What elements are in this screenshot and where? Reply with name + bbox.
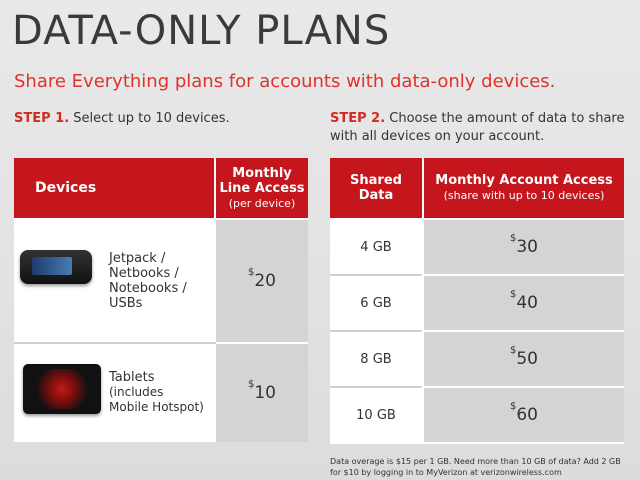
- tablet-price-currency: $: [247, 379, 255, 391]
- jetpack-price: [247, 267, 276, 291]
- data-price-cell: [424, 388, 624, 442]
- row-divider: [330, 386, 422, 388]
- data-price-currency: $: [509, 289, 517, 301]
- data-price: [509, 289, 538, 313]
- data-price-value: 30: [516, 237, 538, 257]
- device-line: Mobile Hotspot): [109, 400, 204, 414]
- device-line: Jetpack /: [109, 251, 166, 266]
- row-divider: [14, 342, 216, 344]
- line-access-header-note: (per device): [228, 196, 296, 210]
- step-2-lead: STEP 2.: [330, 111, 386, 126]
- step-2-text: Choose the amount of data to share with all devices on your account.: [330, 111, 625, 144]
- data-amount: 4 GB: [360, 239, 392, 255]
- devices-header-label: Devices: [35, 179, 97, 196]
- shared-data-column-header: [330, 158, 422, 218]
- tablet-price-cell: [216, 344, 308, 442]
- line-access-header-line1: Monthly: [232, 165, 292, 181]
- device-line: (includes: [109, 385, 164, 399]
- device-line: Tablets: [109, 370, 155, 385]
- tablet-price-value: 10: [254, 383, 276, 403]
- row-divider: [330, 274, 422, 276]
- data-price-value: 60: [516, 405, 538, 425]
- data-price-currency: $: [509, 345, 517, 357]
- data-price-cell: [424, 220, 624, 274]
- data-amount-cell: [330, 276, 422, 330]
- page-subtitle: Share Everything plans for accounts with data-only devices.: [14, 71, 556, 92]
- tablet-device-image: [23, 364, 101, 414]
- account-access-header-title: Monthly Account Access: [435, 173, 613, 188]
- tablet-price: [247, 379, 276, 403]
- data-amount-cell: [330, 388, 422, 442]
- data-price-value: 40: [516, 293, 538, 313]
- page-title: DATA-ONLY PLANS: [12, 8, 391, 54]
- data-price-cell: [424, 276, 624, 330]
- account-access-header-note: (share with up to 10 devices): [443, 189, 605, 202]
- data-price: [509, 345, 538, 369]
- shared-data-table: [330, 158, 624, 444]
- jetpack-price-value: 20: [254, 271, 276, 291]
- account-access-column-header: [424, 158, 624, 218]
- devices-column-header: [14, 158, 214, 218]
- shared-data-header-line1: Shared: [350, 173, 402, 188]
- data-amount-cell: [330, 220, 422, 274]
- data-amount: 6 GB: [360, 295, 392, 311]
- jetpack-device-image: [20, 250, 92, 284]
- device-line: USBs: [109, 296, 143, 311]
- step-1-lead: STEP 1.: [14, 111, 70, 126]
- data-price: [509, 401, 538, 425]
- jetpack-device-label: [109, 251, 187, 311]
- line-access-header-line2: Line Access: [219, 180, 305, 196]
- tablet-device-label: [109, 370, 204, 415]
- data-price-currency: $: [509, 233, 517, 245]
- row-divider: [330, 330, 422, 332]
- jetpack-price-currency: $: [247, 267, 255, 279]
- data-amount: 10 GB: [356, 407, 396, 423]
- data-price-cell: [424, 332, 624, 386]
- device-line: Netbooks /: [109, 266, 179, 281]
- line-access-column-header: [216, 158, 308, 218]
- device-line: Notebooks /: [109, 281, 187, 296]
- jetpack-price-cell: [216, 220, 308, 342]
- step-1-instruction: [14, 110, 304, 128]
- step-1-text: Select up to 10 devices.: [69, 111, 230, 126]
- data-price-currency: $: [509, 401, 517, 413]
- data-amount: 8 GB: [360, 351, 392, 367]
- data-price-value: 50: [516, 349, 538, 369]
- shared-data-header-line2: Data: [358, 188, 394, 203]
- data-price: [509, 233, 538, 257]
- data-amount-cell: [330, 332, 422, 386]
- step-2-instruction: [330, 110, 630, 146]
- footnote: Data overage is $15 per 1 GB. Need more than 10 GB of data? Add 2 GB for $10 by logging in to MyVerizon at verizonwireless.com: [330, 457, 621, 477]
